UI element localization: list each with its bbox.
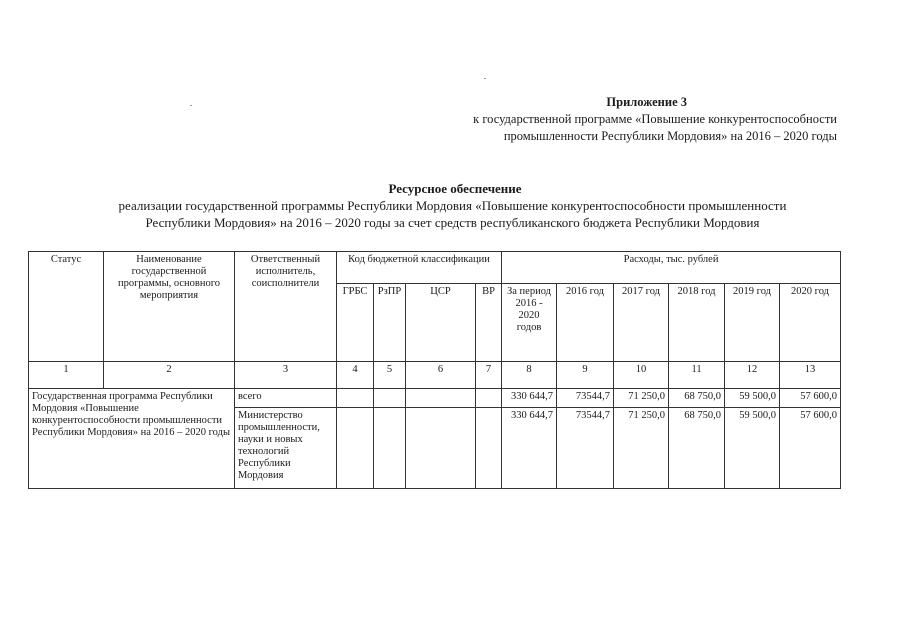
document-title: Ресурсное обеспечение (388, 181, 522, 196)
document-subtitle-line: реализации государственной программы Республики Мордовия «Повышение конкурентоспособности промышленности (118, 198, 787, 213)
executor-cell: Министерство промышленности, науки и новых технологий Республики Мордовия (235, 408, 337, 489)
year-2016-cell: 73544,7 (557, 408, 614, 489)
header-year-2019: 2019 год (725, 284, 780, 362)
year-2018-cell: 68 750,0 (669, 389, 725, 408)
rzpr-cell (374, 389, 406, 408)
appendix-title: Приложение 3 (606, 95, 687, 109)
header-csr: ЦСР (406, 284, 476, 362)
year-2020-cell: 57 600,0 (780, 408, 841, 489)
appendix-line: к государственной программе «Повышение конкурентоспособности (473, 112, 837, 126)
resource-table (28, 251, 841, 489)
year-2017-cell: 71 250,0 (614, 389, 669, 408)
header-grbs: ГРБС (337, 284, 374, 362)
period-total-cell: 330 644,7 (502, 408, 557, 489)
grbs-cell (337, 389, 374, 408)
year-2018-cell: 68 750,0 (669, 408, 725, 489)
column-number: 1 (29, 362, 104, 389)
column-number: 3 (235, 362, 337, 389)
column-number: 13 (780, 362, 841, 389)
header-period-total: За период 2016 - 2020 годов (502, 284, 557, 362)
header-vr: ВР (476, 284, 502, 362)
header-year-2017: 2017 год (614, 284, 669, 362)
column-number-row (29, 362, 841, 389)
header-year-2016: 2016 год (557, 284, 614, 362)
column-number: 9 (557, 362, 614, 389)
header-program-name: Наименование государственной программы, основного мероприятия (104, 252, 235, 362)
vr-cell (476, 408, 502, 489)
appendix-line: промышленности Республики Мордовия» на 2016 – 2020 годы (503, 129, 837, 143)
header-rzpr: РзПР (374, 284, 406, 362)
year-2019-cell: 59 500,0 (725, 408, 780, 489)
table-row (29, 389, 841, 408)
column-number: 7 (476, 362, 502, 389)
column-number: 2 (104, 362, 235, 389)
column-number: 5 (374, 362, 406, 389)
header-budget-code: Код бюджетной классификации (337, 252, 502, 284)
header-status: Статус (29, 252, 104, 362)
document-subtitle-line: Республики Мордовия» на 2016 – 2020 годы за счет средств республиканского бюджета Республики Мордовия (145, 215, 760, 230)
document-heading (40, 180, 865, 231)
csr-cell (406, 389, 476, 408)
column-number: 6 (406, 362, 476, 389)
column-number: 10 (614, 362, 669, 389)
program-status-cell: Государственная программа Республики Мордовия «Повышение конкурентоспособности промышленности Республики Мордовия» на 2016 – 2020 годы (29, 389, 235, 489)
year-2020-cell: 57 600,0 (780, 389, 841, 408)
appendix-block (317, 94, 837, 145)
executor-cell: всего (235, 389, 337, 408)
header-executor: Ответственный исполнитель, соисполнители (235, 252, 337, 362)
column-number: 8 (502, 362, 557, 389)
header-year-2020: 2020 год (780, 284, 841, 362)
column-number: 4 (337, 362, 374, 389)
year-2017-cell: 71 250,0 (614, 408, 669, 489)
header-year-2018: 2018 год (669, 284, 725, 362)
year-2016-cell: 73544,7 (557, 389, 614, 408)
period-total-cell: 330 644,7 (502, 389, 557, 408)
header-expenses: Расходы, тыс. рублей (502, 252, 841, 284)
vr-cell (476, 389, 502, 408)
rzpr-cell (374, 408, 406, 489)
year-2019-cell: 59 500,0 (725, 389, 780, 408)
column-number: 12 (725, 362, 780, 389)
scan-speck (190, 105, 192, 106)
scan-speck (484, 78, 486, 79)
grbs-cell (337, 408, 374, 489)
column-number: 11 (669, 362, 725, 389)
csr-cell (406, 408, 476, 489)
